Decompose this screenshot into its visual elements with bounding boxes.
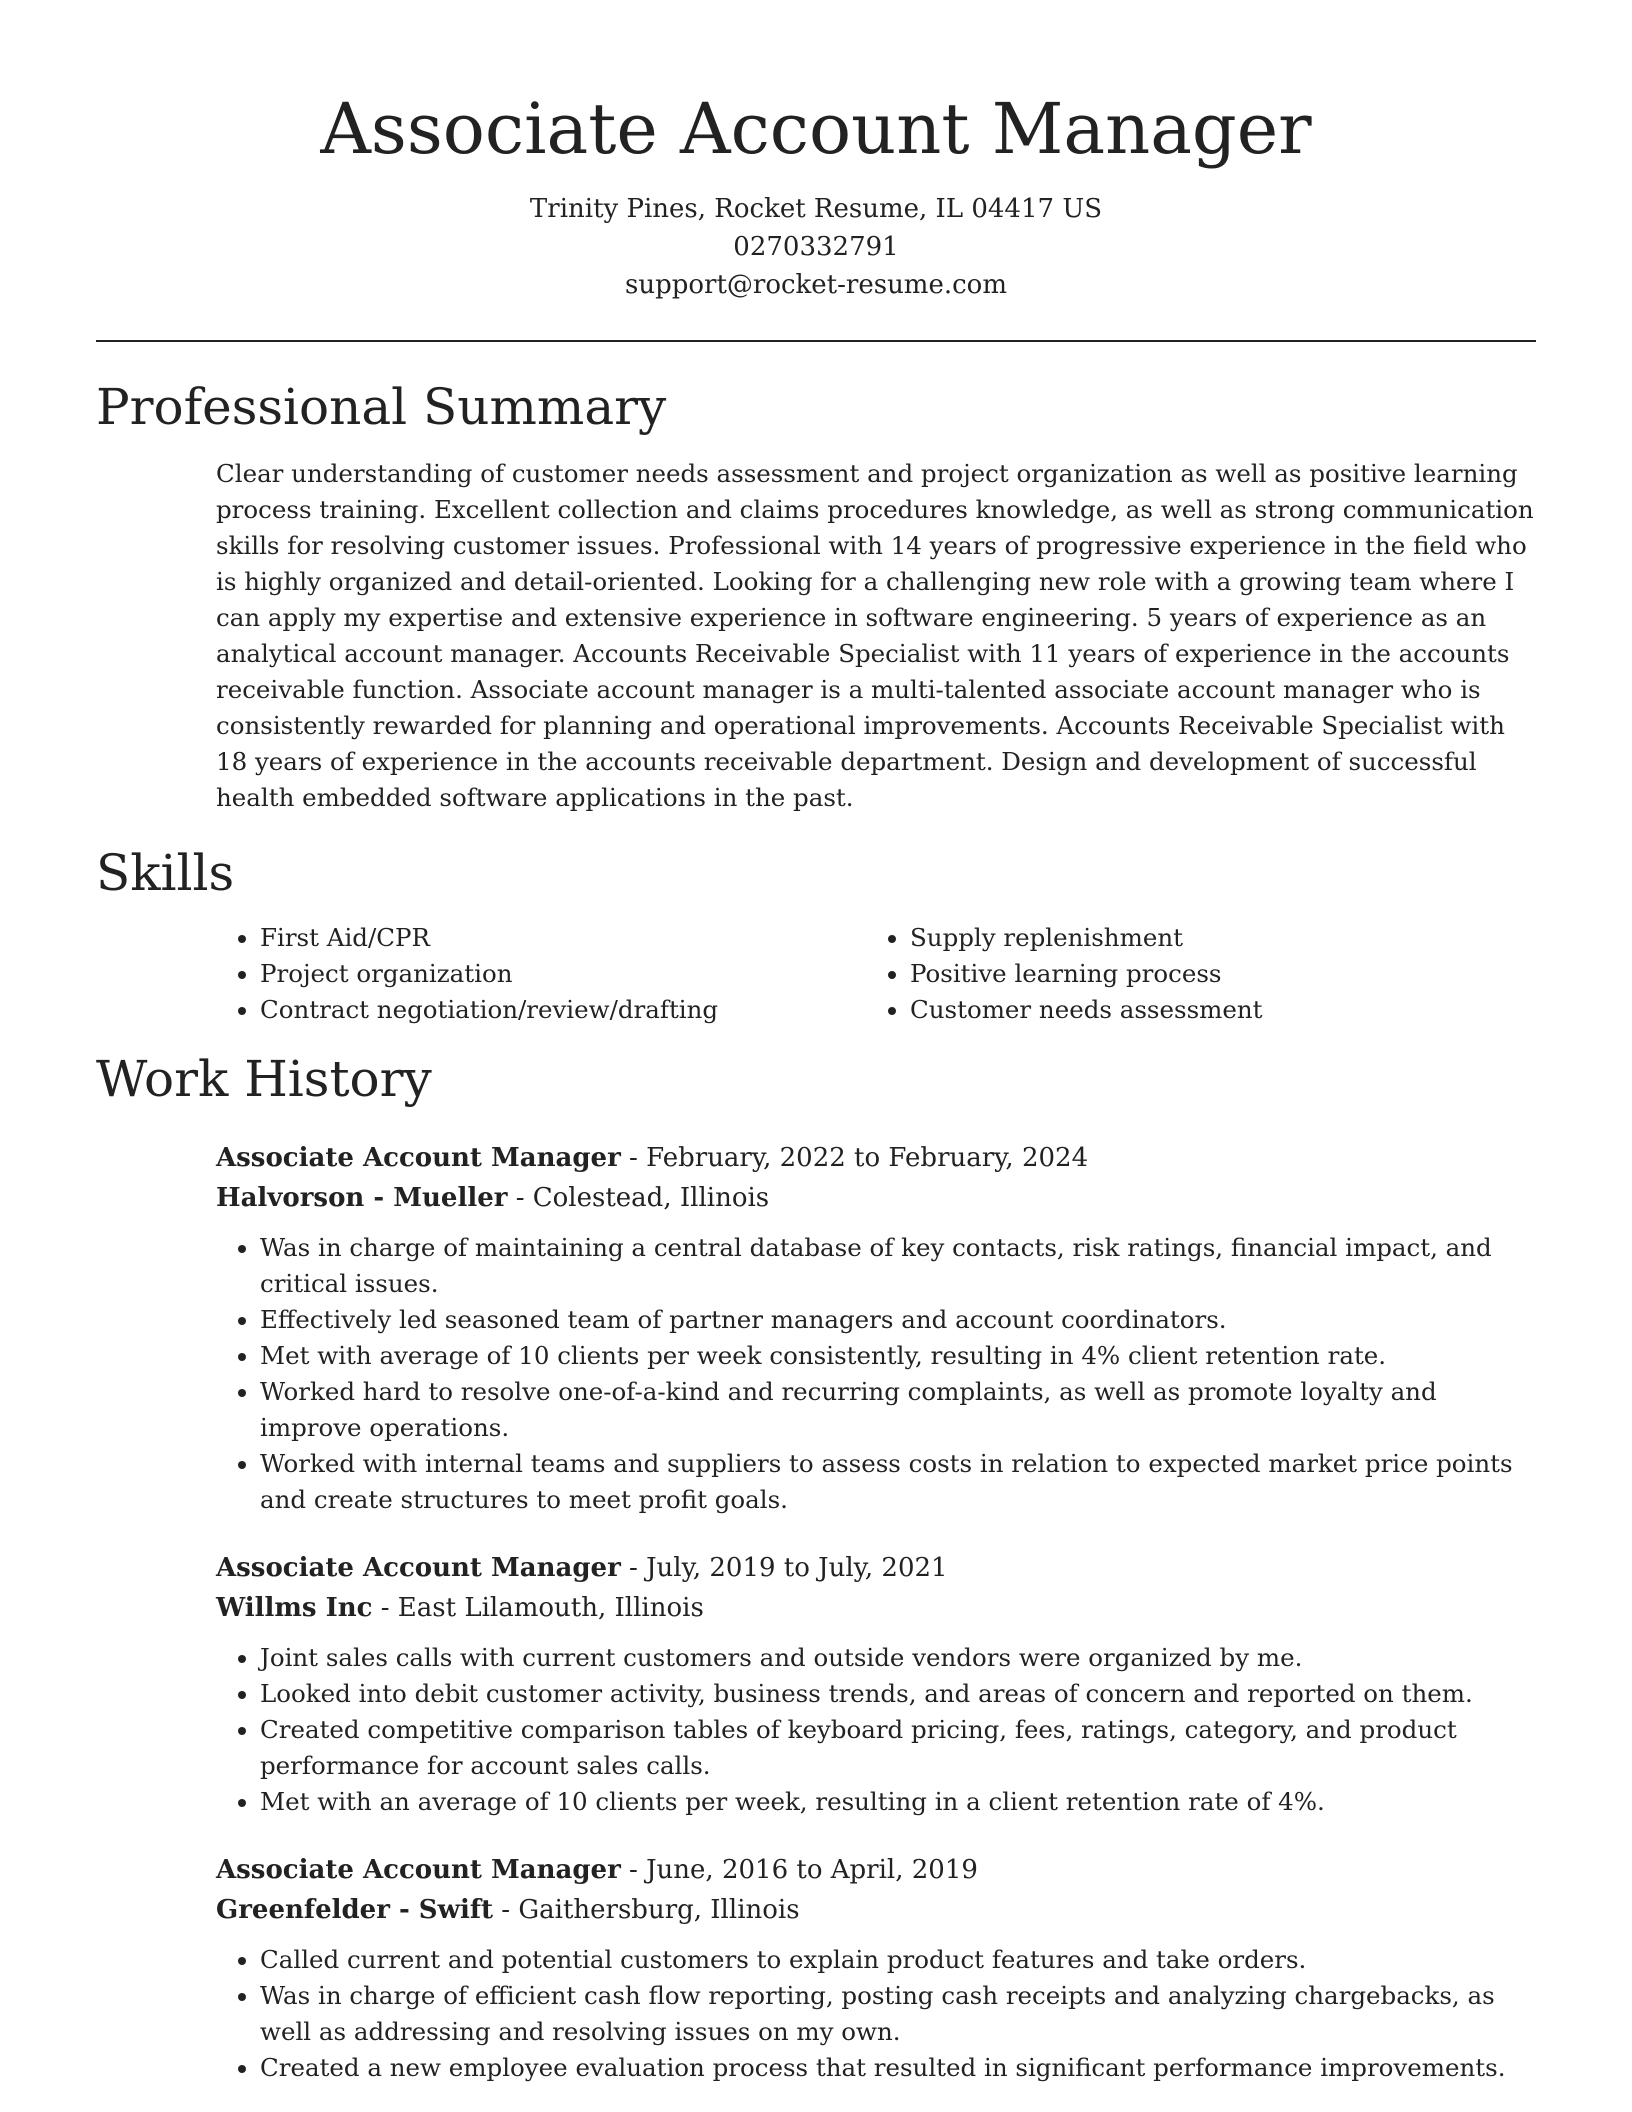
job-bullet: • Met with average of 10 clients per week consistently, resulting in 4% client retention rate. xyxy=(260,1338,1536,1374)
job-title-line xyxy=(216,1548,1536,1588)
job-title-line xyxy=(216,1850,1536,1890)
skills-column-right xyxy=(866,920,1516,1028)
job-bullet: • Called current and potential customers to explain product features and take orders. xyxy=(260,1942,1536,1978)
job-bullet: • Joint sales calls with current customers and outside vendors were organized by me. xyxy=(260,1640,1536,1676)
job-bullets xyxy=(216,1640,1536,1820)
job-company-line xyxy=(216,1588,1536,1628)
job-company-line xyxy=(216,1178,1536,1218)
job-company: Willms Inc xyxy=(216,1593,373,1623)
skill-item: • Positive learning process xyxy=(910,956,1516,992)
skill-item: • First Aid/CPR xyxy=(260,920,866,956)
job-title-line xyxy=(216,1138,1536,1178)
job-bullet: • Met with an average of 10 clients per week, resulting in a client retention rate of 4%. xyxy=(260,1784,1536,1820)
job-location: - Gaithersburg, Illinois xyxy=(493,1895,800,1925)
job-location: - Colestead, Illinois xyxy=(507,1183,770,1213)
summary-heading: Professional Summary xyxy=(96,378,667,436)
summary-text: Clear understanding of customer needs assessment and project organization as well as positive learning process training. Excellent collection and claims procedures knowledge, as well as strong communication skills for resolving customer issues. Professional with 14 years of progressive experience in the field who is highly organized and detail-oriented. Looking for a challenging new role with a growing team where I can apply my expertise and extensive experience in software engineering. 5 years of experience as an analytical account manager. Accounts Receivable Specialist with 11 years of experience in the accounts receivable function. Associate account manager is a multi-talented associate account manager who is consistently rewarded for planning and operational improvements. Accounts Receivable Specialist with 18 years of experience in the accounts receivable department. Design and development of successful health embedded software applications in the past. xyxy=(216,459,1534,812)
job-company: Halvorson - Mueller xyxy=(216,1183,508,1213)
job-bullets xyxy=(216,1230,1536,1518)
work-history-heading: Work History xyxy=(96,1050,432,1108)
resume-header xyxy=(96,0,1536,304)
job-dates: - July, 2019 to July, 2021 xyxy=(620,1553,948,1583)
contact-phone: 0270332791 xyxy=(733,232,899,262)
job-entry xyxy=(216,1138,1536,1518)
job-bullet: • Was in charge of efficient cash flow reporting, posting cash receipts and analyzing chargebacks, as well as addressing and resolving issues on my own. xyxy=(260,1978,1536,2050)
contact-email: support@rocket-resume.com xyxy=(624,270,1007,300)
job-bullet: • Looked into debit customer activity, business trends, and areas of concern and reported on them. xyxy=(260,1676,1536,1712)
job-dates: - June, 2016 to April, 2019 xyxy=(620,1855,978,1885)
skill-item: • Supply replenishment xyxy=(910,920,1516,956)
header-divider xyxy=(96,340,1536,342)
job-company: Greenfelder - Swift xyxy=(216,1895,494,1925)
skills-column-left xyxy=(216,920,866,1028)
job-entry xyxy=(216,1850,1536,2086)
job-bullet: • Worked hard to resolve one-of-a-kind and recurring complaints, as well as promote loyalty and improve operations. xyxy=(260,1374,1536,1446)
skills-section xyxy=(96,842,1536,1028)
skill-item: • Contract negotiation/review/drafting xyxy=(260,992,866,1028)
job-dates: - February, 2022 to February, 2024 xyxy=(620,1143,1089,1173)
job-bullet: • Worked with internal teams and suppliers to assess costs in relation to expected market price points and create structures to meet profit goals. xyxy=(260,1446,1536,1518)
job-title: Associate Account Manager xyxy=(216,1553,621,1583)
job-location: - East Lilamouth, Illinois xyxy=(372,1593,704,1623)
job-title: Associate Account Manager xyxy=(216,1855,621,1885)
skills-grid xyxy=(216,920,1536,1028)
job-company-line xyxy=(216,1890,1536,1930)
job-entry xyxy=(216,1548,1536,1820)
job-bullet: • Created competitive comparison tables of keyboard pricing, fees, ratings, category, and product performance for account sales calls. xyxy=(260,1712,1536,1784)
contact-address: Trinity Pines, Rocket Resume, IL 04417 US xyxy=(529,194,1103,224)
job-bullet: • Effectively led seasoned team of partner managers and account coordinators. xyxy=(260,1302,1536,1338)
resume-name: Associate Account Manager xyxy=(320,88,1312,170)
job-bullet: • Created a new employee evaluation process that resulted in significant performance improvements. xyxy=(260,2050,1536,2086)
job-bullet: • Was in charge of maintaining a central database of key contacts, risk ratings, financial impact, and critical issues. xyxy=(260,1230,1536,1302)
work-history-section xyxy=(96,1048,1536,2086)
job-title: Associate Account Manager xyxy=(216,1143,621,1173)
skills-heading: Skills xyxy=(96,844,235,902)
job-bullets xyxy=(216,1942,1536,2086)
skill-item: • Project organization xyxy=(260,956,866,992)
summary-section xyxy=(96,376,1536,816)
skill-item: • Customer needs assessment xyxy=(910,992,1516,1028)
